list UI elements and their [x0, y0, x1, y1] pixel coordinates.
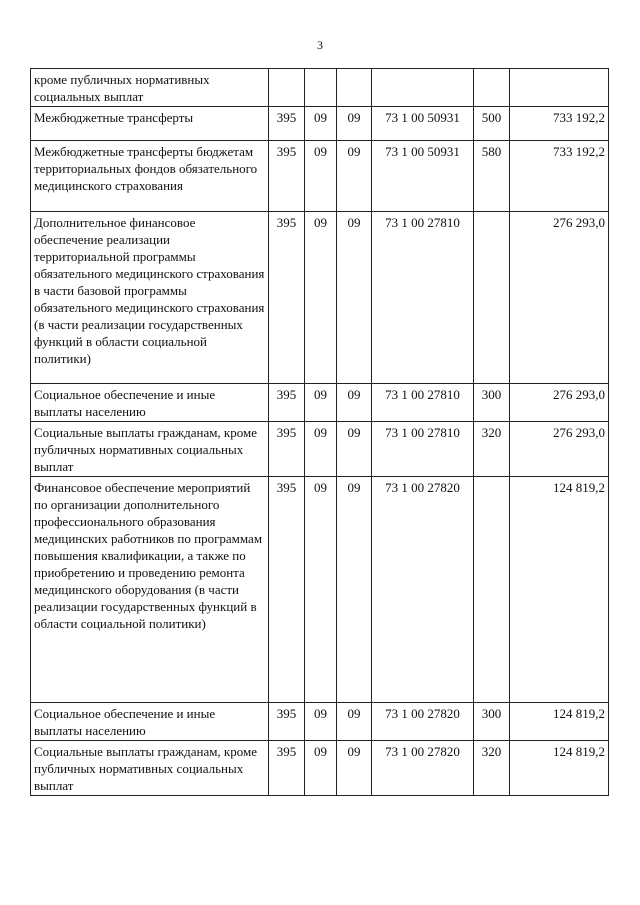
- row-csr: [372, 69, 474, 107]
- row-pr: [337, 69, 372, 107]
- row-ved: 395: [269, 141, 305, 212]
- row-csr: 73 1 00 27810: [372, 212, 474, 384]
- row-amount: 124 819,2: [510, 477, 609, 703]
- row-name: Социальное обеспечение и иные выплаты населению: [31, 703, 269, 741]
- row-rz: 09: [305, 212, 337, 384]
- row-ved: 395: [269, 212, 305, 384]
- row-vr: 320: [474, 422, 510, 477]
- row-ved: 395: [269, 384, 305, 422]
- table-row: [31, 422, 609, 477]
- row-pr: 09: [337, 212, 372, 384]
- row-vr: [474, 69, 510, 107]
- row-ved: 395: [269, 703, 305, 741]
- row-csr: 73 1 00 27810: [372, 384, 474, 422]
- row-name: Финансовое обеспечение мероприятий по организации дополнительного профессионального образования медицинских работников по программам повышения квалификации, а также по приобретению и проведению ремонта медицинского оборудования (в части реализации государственных функций в области социальной политики): [31, 477, 269, 703]
- row-vr: 300: [474, 703, 510, 741]
- table-row: [31, 703, 609, 741]
- row-vr: 300: [474, 384, 510, 422]
- row-csr: 73 1 00 50931: [372, 141, 474, 212]
- row-rz: 09: [305, 141, 337, 212]
- row-rz: [305, 69, 337, 107]
- row-vr: 320: [474, 741, 510, 796]
- row-pr: 09: [337, 422, 372, 477]
- row-rz: 09: [305, 703, 337, 741]
- row-pr: 09: [337, 107, 372, 141]
- row-csr: 73 1 00 27820: [372, 703, 474, 741]
- row-ved: 395: [269, 107, 305, 141]
- row-amount: 276 293,0: [510, 212, 609, 384]
- row-ved: [269, 69, 305, 107]
- row-vr: 580: [474, 141, 510, 212]
- row-rz: 09: [305, 384, 337, 422]
- row-rz: 09: [305, 107, 337, 141]
- row-vr: [474, 212, 510, 384]
- row-csr: 73 1 00 27820: [372, 477, 474, 703]
- row-amount: 733 192,2: [510, 141, 609, 212]
- row-csr: 73 1 00 27810: [372, 422, 474, 477]
- row-name: Социальные выплаты гражданам, кроме публичных нормативных социальных выплат: [31, 741, 269, 796]
- row-rz: 09: [305, 477, 337, 703]
- row-name: Социальные выплаты гражданам, кроме публичных нормативных социальных выплат: [31, 422, 269, 477]
- row-amount: 733 192,2: [510, 107, 609, 141]
- table-row: [31, 741, 609, 796]
- row-rz: 09: [305, 741, 337, 796]
- row-name: Дополнительное финансовое обеспечение реализации территориальной программы обязательного медицинского страхования в части базовой программы обязательного медицинского страхования (в части реализации государственных функций в области социальной политики): [31, 212, 269, 384]
- row-vr: 500: [474, 107, 510, 141]
- row-pr: 09: [337, 477, 372, 703]
- table-row: [31, 477, 609, 703]
- row-amount: 124 819,2: [510, 703, 609, 741]
- row-vr: [474, 477, 510, 703]
- row-pr: 09: [337, 384, 372, 422]
- table-row: [31, 212, 609, 384]
- row-ved: 395: [269, 422, 305, 477]
- row-amount: 276 293,0: [510, 384, 609, 422]
- row-ved: 395: [269, 477, 305, 703]
- row-name: Социальное обеспечение и иные выплаты населению: [31, 384, 269, 422]
- page-number: 3: [317, 38, 323, 52]
- row-name: кроме публичных нормативных социальных выплат: [31, 69, 269, 107]
- row-pr: 09: [337, 741, 372, 796]
- row-amount: [510, 69, 609, 107]
- row-pr: 09: [337, 141, 372, 212]
- table-row: [31, 69, 609, 107]
- row-name: Межбюджетные трансферты: [31, 107, 269, 141]
- row-ved: 395: [269, 741, 305, 796]
- row-amount: 276 293,0: [510, 422, 609, 477]
- table-row: [31, 107, 609, 141]
- table-row: [31, 141, 609, 212]
- row-csr: 73 1 00 50931: [372, 107, 474, 141]
- table-row: [31, 384, 609, 422]
- row-csr: 73 1 00 27820: [372, 741, 474, 796]
- row-amount: 124 819,2: [510, 741, 609, 796]
- row-rz: 09: [305, 422, 337, 477]
- row-pr: 09: [337, 703, 372, 741]
- row-name: Межбюджетные трансферты бюджетам территориальных фондов обязательного медицинского страхования: [31, 141, 269, 212]
- budget-table: [30, 68, 609, 796]
